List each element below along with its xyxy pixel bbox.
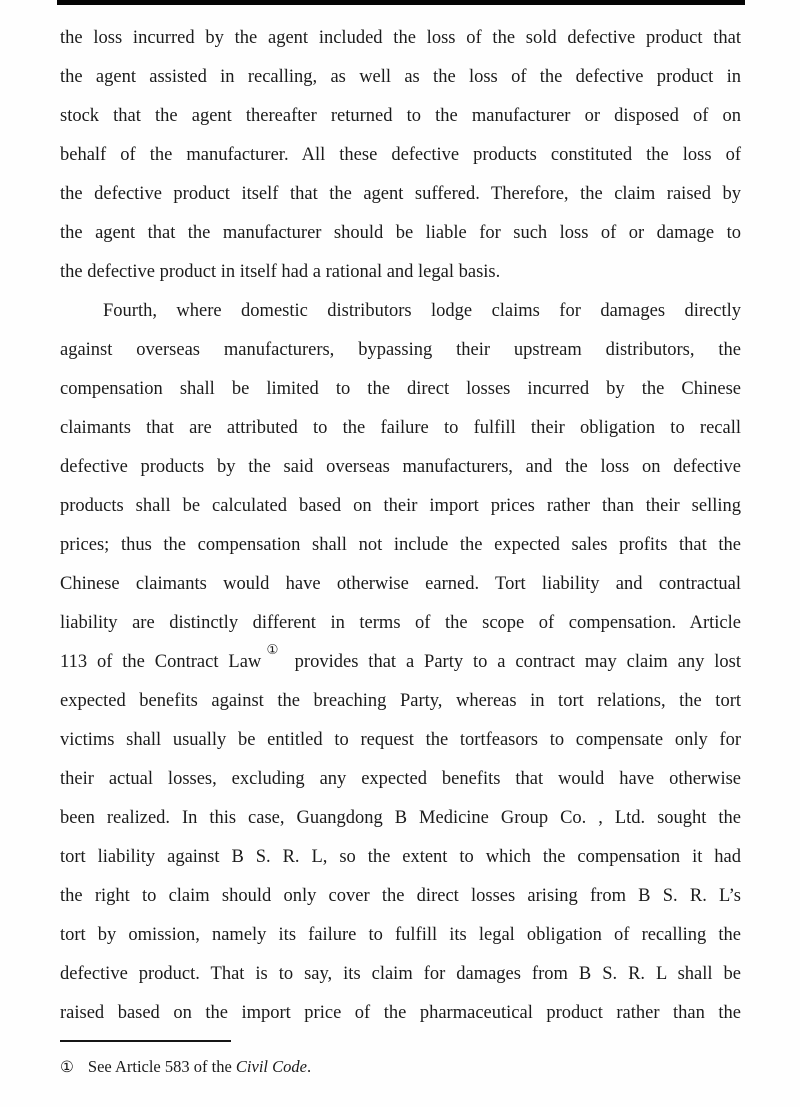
text-line: Fourth, where domestic distributors lodge claims for damages directly	[103, 301, 741, 321]
footnote-text	[88, 1055, 311, 1079]
text-line: the agent that the manufacturer should be liable for such loss of or damage to	[60, 223, 741, 243]
footnote-citation-title: Civil Code	[235, 1057, 307, 1076]
text-line: products shall be calculated based on their import prices rather than their selling	[60, 496, 741, 516]
text-line: the agent assisted in recalling, as well as the loss of the defective product in	[60, 67, 741, 87]
text-line: stock that the agent thereafter returned to the manufacturer or disposed of on	[60, 106, 741, 126]
text-line: tort liability against B S. R. L, so the extent to which the compensation it had	[60, 847, 741, 867]
body-text	[60, 19, 741, 1033]
text-line: the right to claim should only cover the direct losses arising from B S. R. L’s	[60, 886, 741, 906]
text-line: defective products by the said overseas manufacturers, and the loss on defective	[60, 457, 741, 477]
text-line: victims shall usually be entitled to request the tortfeasors to compensate only for	[60, 730, 741, 750]
text-line: their actual losses, excluding any expected benefits that would have otherwise	[60, 769, 741, 789]
footnote-separator-rule	[60, 1040, 231, 1042]
footnote-text-suffix: .	[306, 1057, 312, 1076]
footnote-reference-superscript: ①	[261, 643, 284, 659]
footnote	[60, 1055, 741, 1079]
text-line: compensation shall be limited to the direct losses incurred by the Chinese	[60, 379, 741, 399]
text-line: claimants that are attributed to the failure to fulfill their obligation to recall	[60, 418, 741, 438]
text-line: Chinese claimants would have otherwise earned. Tort liability and contractual	[60, 574, 741, 594]
text-line: behalf of the manufacturer. All these defective products constituted the loss of	[60, 145, 741, 165]
text-line: the loss incurred by the agent included the loss of the sold defective product that	[60, 28, 741, 48]
text-line: against overseas manufacturers, bypassing their upstream distributors, the	[60, 340, 741, 360]
text-line: 113 of the Contract Law① provides that a Party to a contract may claim any lost	[60, 643, 742, 672]
text-line: defective product. That is to say, its claim for damages from B S. R. L shall be	[60, 964, 741, 984]
text-line: tort by omission, namely its failure to fulfill its legal obligation of recalling the	[60, 925, 741, 945]
footnote-marker: ①	[60, 1058, 74, 1076]
footnote-text-lead: See Article 583 of the	[87, 1057, 236, 1076]
text-line: the defective product in itself had a rational and legal basis.	[60, 262, 501, 282]
text-line: prices; thus the compensation shall not include the expected sales profits that the	[60, 535, 741, 555]
text-line: been realized. In this case, Guangdong B Medicine Group Co. , Ltd. sought the	[60, 808, 741, 828]
text-line: expected benefits against the breaching Party, whereas in tort relations, the tort	[60, 691, 741, 711]
text-line: raised based on the import price of the pharmaceutical product rather than the	[60, 1003, 741, 1023]
page-top-rule	[57, 0, 745, 5]
text-line: the defective product itself that the agent suffered. Therefore, the claim raised by	[60, 184, 741, 204]
text-line: liability are distinctly different in terms of the scope of compensation. Article	[60, 613, 741, 633]
